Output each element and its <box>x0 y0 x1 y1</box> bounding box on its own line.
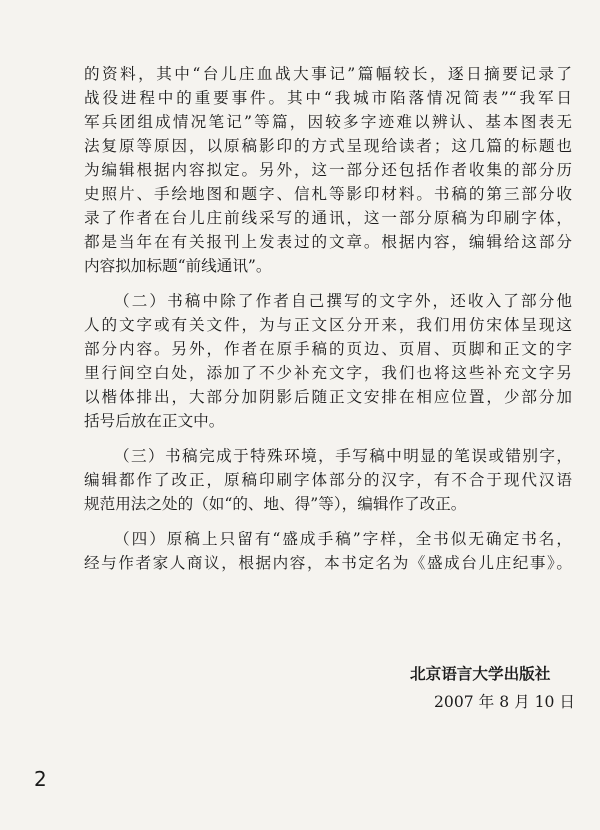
text-line: 军兵团组成情况笔记”等篇，因较多字迹难以辨认、基本图表无 <box>84 113 572 131</box>
text-line: 为编辑根据内容拟定。另外，这一部分还包括作者收集的部分历 <box>84 161 572 179</box>
text-line: 括号后放在正文中。 <box>84 412 225 430</box>
text-line: 的资料，其中“台儿庄血战大事记”篇幅较长，逐日摘要记录了 <box>84 65 572 83</box>
text-line: 战役进程中的重要事件。其中“我城市陷落情况简表”“我军日 <box>84 89 572 107</box>
text-line: 都是当年在有关报刊上发表过的文章。根据内容，编辑给这部分 <box>84 233 572 251</box>
text-line: 人的文字或有关文件，为与正文区分开来，我们用仿宋体呈现这 <box>84 316 572 334</box>
signature-date: 2007 年 8 月 10 日 <box>434 693 576 711</box>
paragraph-gap <box>84 433 572 444</box>
paragraph-gap <box>84 278 572 289</box>
publisher-signature: 北京语言大学出版社 <box>410 665 551 683</box>
page-number: 2 <box>34 767 47 791</box>
text-line: （三）书稿完成于特殊环境，手写稿中明显的笔误或错别字， <box>114 447 572 465</box>
text-line: 里行间空白处，添加了不少补充文字，我们也将这些补充文字另 <box>84 364 572 382</box>
paragraph-gap <box>84 516 572 527</box>
text-line: 以楷体排出，大部分加阴影后随正文安排在相应位置，少部分加 <box>84 388 572 406</box>
text-line: 经与作者家人商议，根据内容，本书定名为《盛成台儿庄纪事》。 <box>84 554 572 572</box>
text-line: 录了作者在台儿庄前线采写的通讯，这一部分原稿为印刷字体， <box>84 209 572 227</box>
text-line: （四）原稿上只留有“盛成手稿”字样，全书似无确定书名， <box>114 530 572 548</box>
text-line: 编辑都作了改正，原稿印刷字体部分的汉字，有不合于现代汉语 <box>84 471 572 489</box>
text-line: 部分内容。另外，作者在原手稿的页边、页眉、页脚和正文的字 <box>84 340 572 358</box>
text-line: 法复原等原因，以原稿影印的方式呈现给读者；这几篇的标题也 <box>84 137 572 155</box>
text-line: 规范用法之处的（如“的、地、得”等），编辑作了改正。 <box>84 495 467 513</box>
body-text <box>84 62 572 575</box>
text-line: （二）书稿中除了作者自己撰写的文字外，还收入了部分他 <box>114 292 572 310</box>
text-line: 内容拟加标题“前线通讯”。 <box>84 257 272 275</box>
text-line: 史照片、手绘地图和题字、信札等影印材料。书稿的第三部分收 <box>84 185 572 203</box>
